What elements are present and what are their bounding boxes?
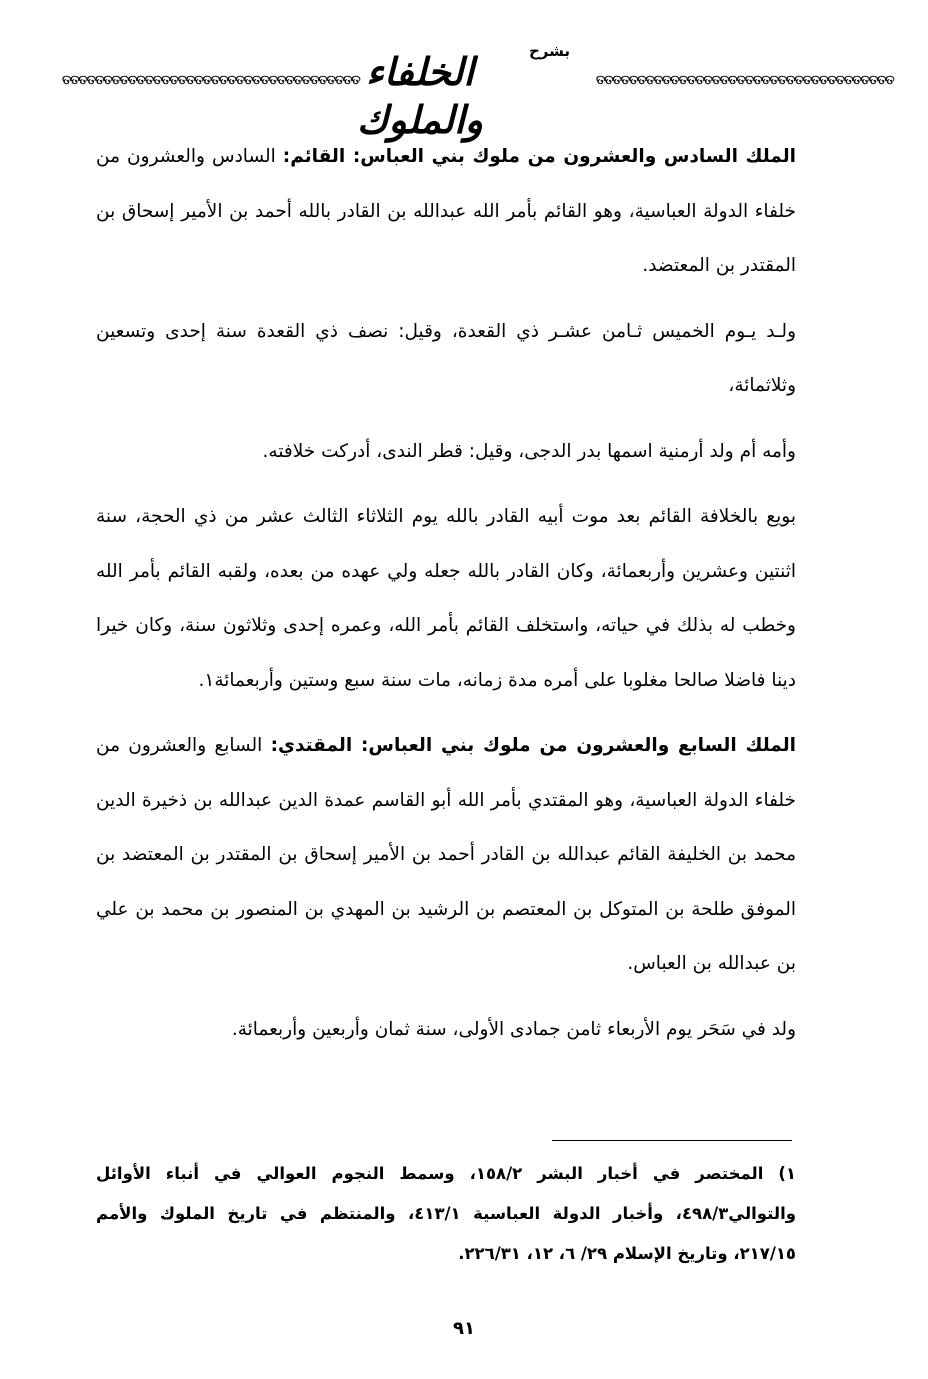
paragraph-3 [96,425,796,480]
page-header [0,30,928,142]
paragraph-6-text: ولد في سَحَر يوم الأربعاء ثامن جمادى الأولى، سنة ثمان وأربعين وأربعمائة. [231,1018,796,1040]
header-ornament-right: ତତତତତତତତତତତତତତତତତତତତତତତତତତତତତତତତତତତତ [596,73,894,88]
header-ornament-left: ତତତତତତତତତତତତତତତତତତତତତତତତତତତତତତତତତତତତ [62,73,360,88]
footnote: ١) المختصر في أخبار البشر ١٥٨/٢، وسمط النجوم العوالي في أنباء الأوائل والتوالي٤٩٨/٣، وأخبار الدولة العباسية ٤١٣/١، والمنتظم في تاريخ الملوك والأمم ٢١٧/١٥، وتاريخ الإسلام ٢٩/ ٦، ١٢، ٢٢٦/٣١. [96,1164,796,1263]
section-heading-1: الملك السادس والعشرون من ملوك بني العباس: القائم: [282,146,796,167]
page-body [96,130,796,1068]
section-heading-2: الملك السابع والعشرون من ملوك بني العباس: المقتدي: [270,735,796,756]
paragraph-1-text: السادس والعشرون من خلفاء الدولة العباسية، وهو القائم بأمر الله عبدالله بن القادر بالله أحمد بن الأمير إسحاق بن المقتدر بن المعتضد. [96,146,796,276]
paragraph-1 [96,130,796,294]
paragraph-5 [96,719,796,992]
paragraph-4 [96,490,796,708]
header-title-block [300,30,590,142]
header-small-label: بشرح [528,42,570,60]
paragraph-3-text: وأمه أم ولد أرمنية اسمها بدر الدجى، وقيل: قطر الندى، أدركت خلافته. [262,440,796,462]
footnote-divider [552,1140,792,1141]
page-number: ٩١ [453,1318,475,1339]
paragraph-5-text: السابع والعشرون من خلفاء الدولة العباسية، وهو المقتدي بأمر الله أبو القاسم عمدة الدين عبدالله بن ذخيرة الدين محمد بن الخليفة القائم عبدالله بن القادر أحمد بن الأمير إسحاق بن المقتدر بن المعتضد بن الموفق طلحة بن المتوكل بن المعتصم بن الرشيد بن المهدي بن المنصور بن محمد بن علي بن عبدالله بن العباس. [96,735,796,974]
header-title: الخلفاء والملوك [357,49,483,142]
paragraph-2 [96,305,796,414]
paragraph-2-text: ولـد يـوم الخميس ثـامن عشـر ذي القعدة، وقيل: نصف ذي القعدة سنة إحدى وتسعين وثلاثمائة، [96,320,796,396]
paragraph-6 [96,1003,796,1058]
paragraph-4-text: بويع بالخلافة القائم بعد موت أبيه القادر بالله يوم الثلاثاء الثالث عشر من ذي الحجة، سنة اثنتين وعشرين وأربعمائة، وكان القادر بالله جعله ولي عهده من بعده، ولقبه القائم بأمر الله وخطب له بذلك في حياته، واستخلف القائم بأمر الله، وعمره إحدى وثلاثون سنة، وكان خيرا دينا فاضلا صالحا مغلوبا على أمره مدة زمانه، مات سنة سبع وستين وأربعمائة١. [96,506,796,691]
